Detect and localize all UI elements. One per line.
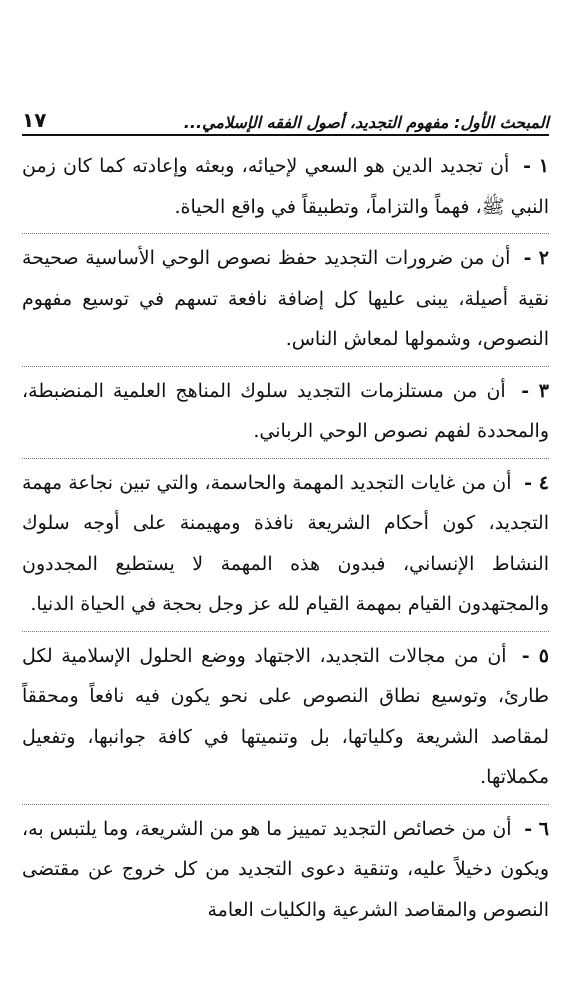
item-number: ١ - [515, 155, 549, 177]
paragraph-text: أن من غايات التجديد المهمة والحاسمة، والتي تبين نجاعة مهمة التجديد، كون أحكام الشريعة نافذة ومهيمنة على أوجه سلوك النشاط الإنساني، فبدون هذه المهمة لا يستطيع المجددون والمجتهدون القيام بمهمة القيام لله عز وجل بحجة في الحياة الدنيا. [22, 471, 549, 615]
item-number: ٢ - [516, 247, 549, 269]
page-header [22, 92, 549, 132]
paragraph-text: أن من مستلزمات التجديد سلوك المناهج العلمية المنضبطة، والمحددة لفهم نصوص الوحي الرباني. [22, 379, 549, 442]
header-rule [22, 134, 549, 136]
paragraph-text: أن من خصائص التجديد تمييز ما هو من الشريعة، وما يلتبس به، ويكون دخيلاً عليه، وتنقية دعوى التجديد من كل خروج عن مقتضى النصوص والمقاصد الشرعية والكليات العامة [22, 817, 549, 921]
paragraph-text: أن تجديد الدين هو السعي لإحيائه، وبعثه وإعادته كما كان زمن النبي ﷺ، فهماً والتزاماً، وتطبيقاً في واقع الحياة. [22, 155, 549, 218]
item-number: ٤ - [517, 471, 549, 494]
item-number: ٥ - [512, 644, 549, 667]
item-divider [22, 804, 549, 805]
paragraph-6 [22, 809, 549, 933]
paragraph-2 [22, 238, 549, 362]
running-title: المبحث الأول: مفهوم التجديد، أصول الفقه الإسلامي... [183, 113, 549, 132]
page-number: ١٧ [22, 108, 47, 132]
item-divider [22, 458, 549, 459]
item-divider [22, 631, 549, 632]
paragraph-text: أن من ضرورات التجديد حفظ نصوص الوحي الأساسية صحيحة نقية أصيلة، يبنى عليها كل إضافة نافعة تسهم في توسيع مفهوم النصوص، وشمولها لمعاش الناس. [22, 247, 549, 350]
item-divider [22, 233, 549, 234]
paragraph-4 [22, 463, 549, 627]
paragraph-1 [22, 146, 549, 229]
paragraph-5 [22, 636, 549, 800]
item-divider [22, 366, 549, 367]
page-body [22, 146, 549, 932]
item-number: ٦ - [517, 817, 549, 840]
item-number: ٣ - [511, 379, 550, 402]
paragraph-text: أن من مجالات التجديد، الاجتهاد ووضع الحلول الإسلامية لكل طارئ، وتوسيع نطاق النصوص على نحو يكون فيه نافعاً ومحققاً لمقاصد الشريعة وكلياتها، بل وتنميتها في كافة جوانبها، وتفعيل مكملاتها. [22, 644, 549, 788]
paragraph-3 [22, 371, 549, 454]
